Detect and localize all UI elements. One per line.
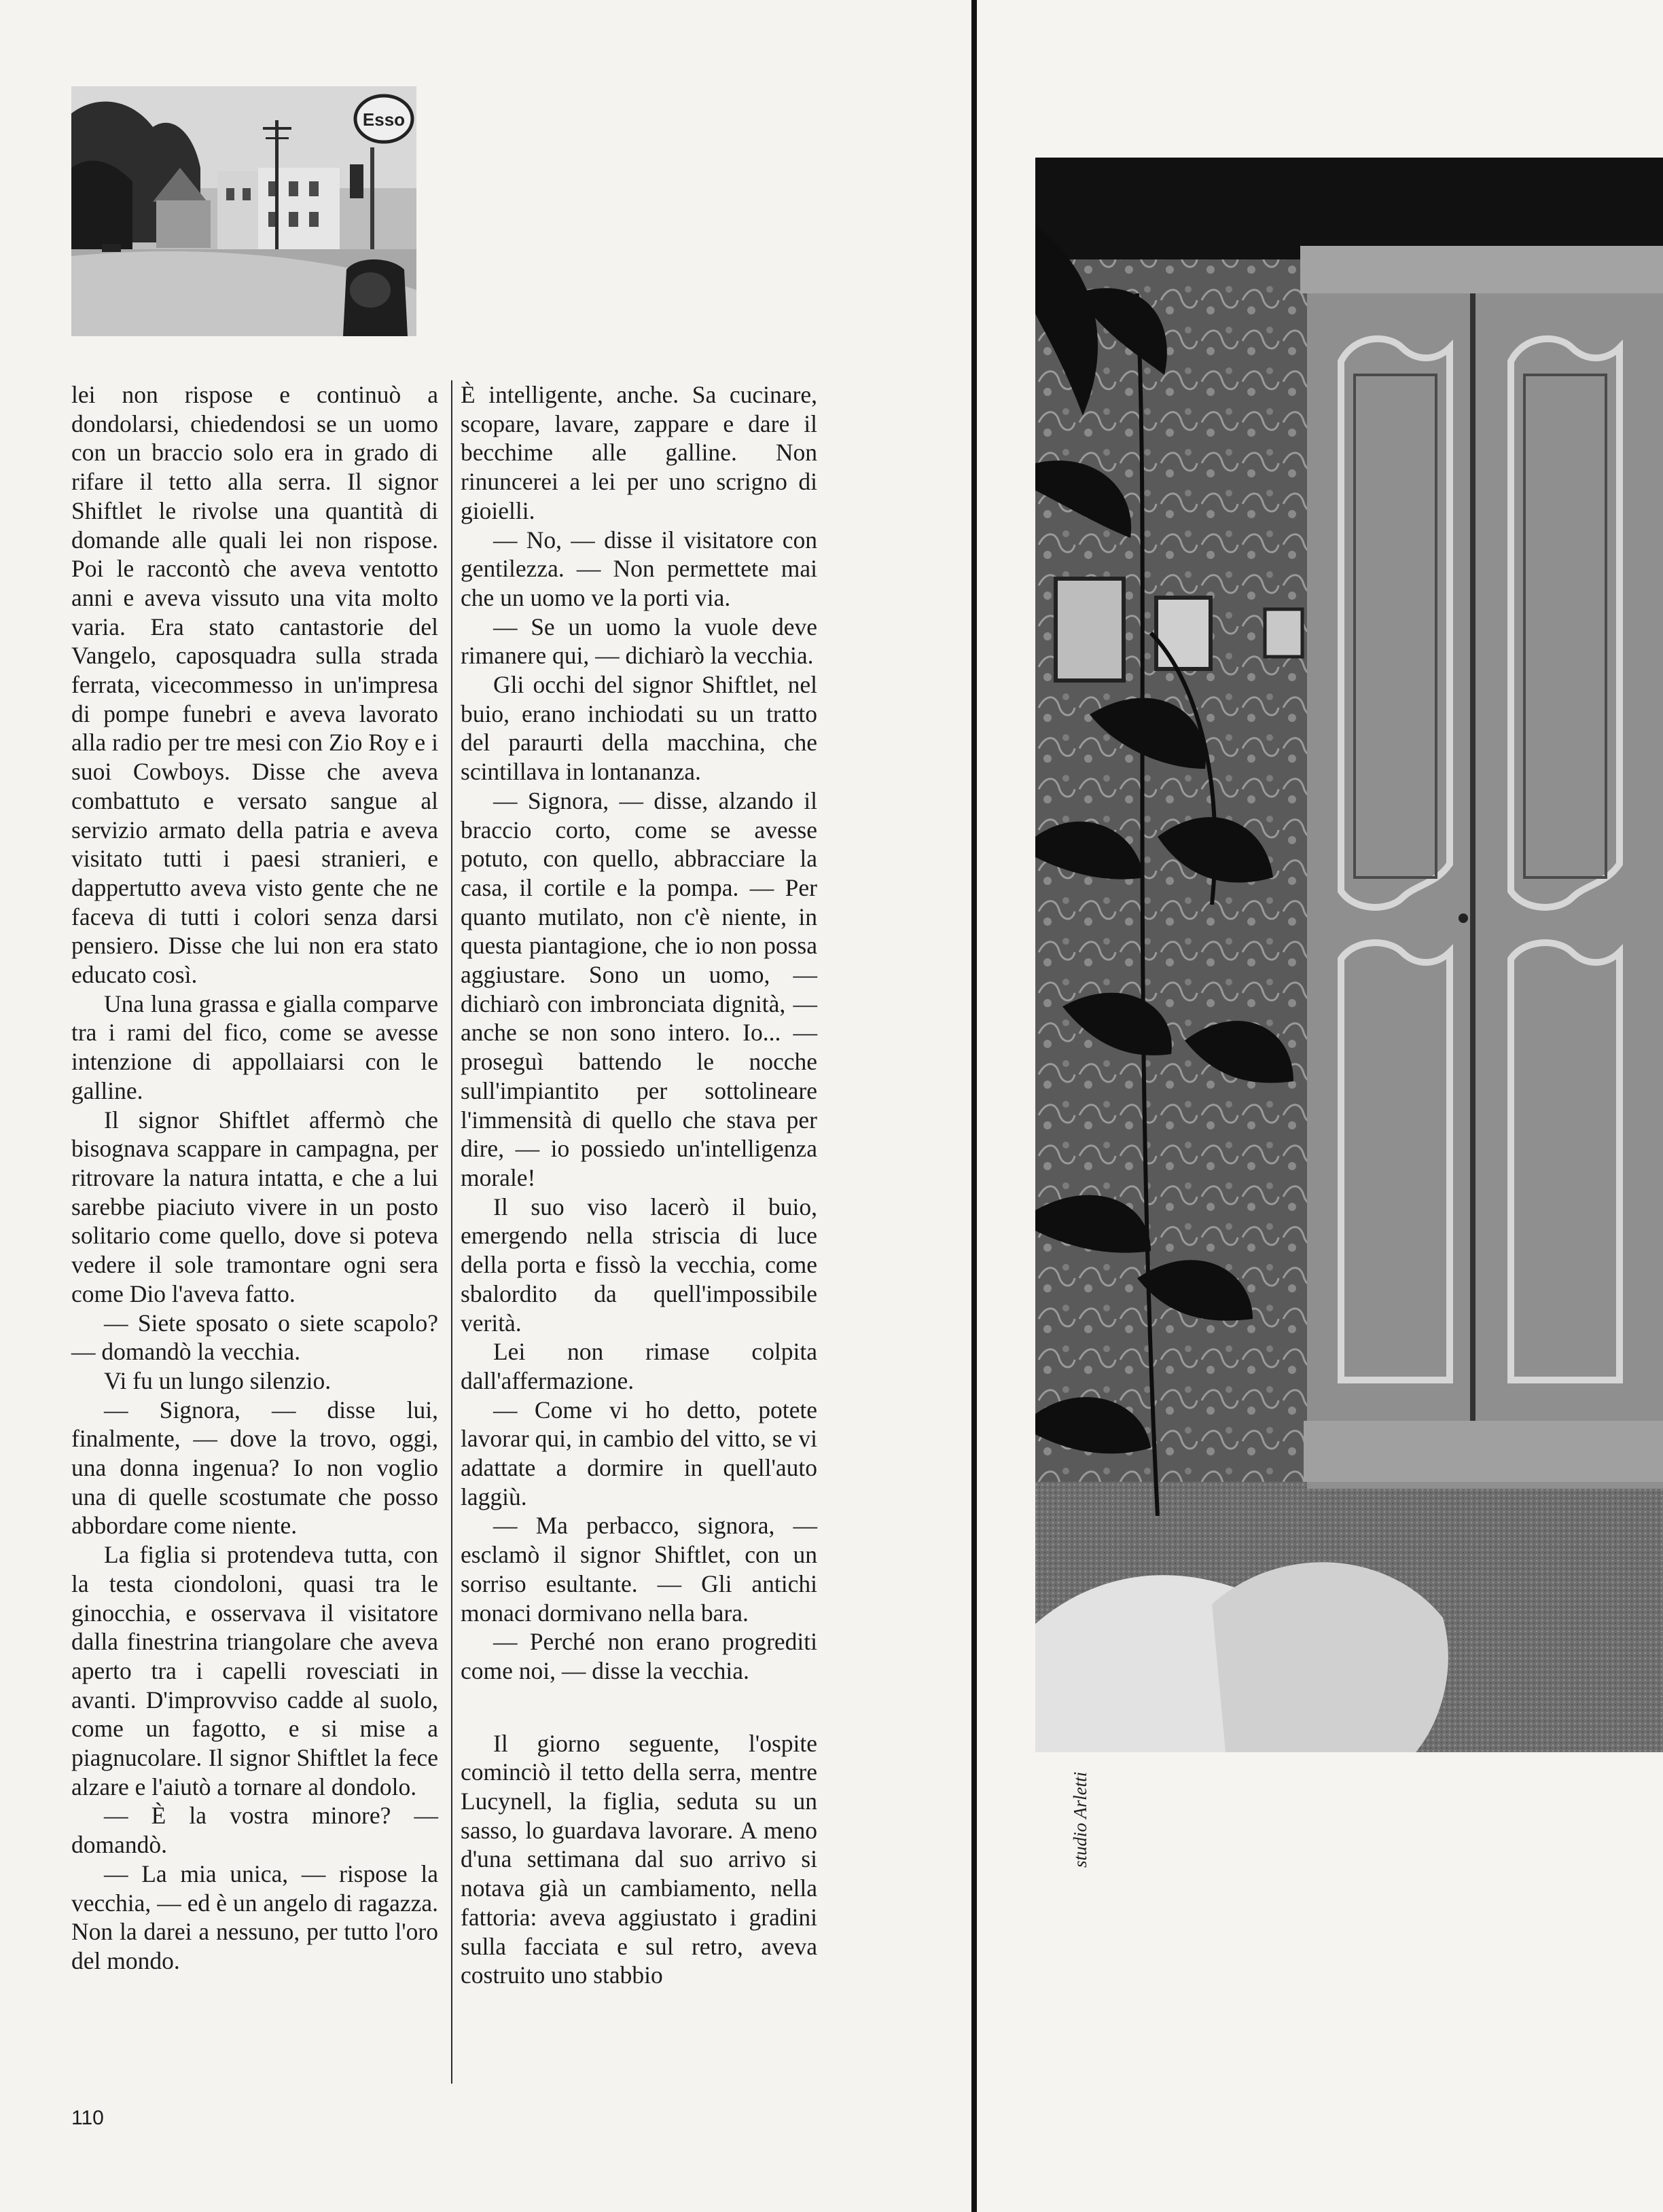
page-number: 110 [71, 2107, 104, 2129]
paragraph: — Perché non erano progrediti come noi, — disse la vecchia. [461, 1628, 817, 1684]
paragraph: — Signora, — disse lui, finalmente, — dove la trovo, oggi, una donna ingenua? Io non voglio una di quelle scostumate che posso abbordare come niente. [71, 1396, 438, 1540]
paragraph: — È la vostra minore? — domandò. [71, 1802, 438, 1859]
paragraph: lei non rispose e continuò a dondolarsi, chiedendosi se un uomo con un braccio solo era in grado di rifare il tetto alla serra. Il signor Shiftlet le rivolse una quantità di domande alle quali lei non rispose. Poi le raccontò che aveva ventotto anni e aveva vissuto una vita molto varia. Era stato cantastorie del Vangelo, caposquadra sulla strada ferrata, vicecommesso in un'impresa di pompe funebri e aveva lavorato alla radio per tre mesi con Zio Roy e i suoi Cowboys. Disse che aveva combattuto e versato sangue al servizio armato della patria e aveva visitato tutti i paesi stranieri, e dappertutto aveva visto gente che ne faceva di tutti i colori senza darsi pensiero. Disse che lui non era stato educato così. [71, 381, 438, 989]
column-divider [451, 380, 452, 2084]
paragraph: La figlia si protendeva tutta, con la testa ciondoloni, quasi tra le ginocchia, e osservava il visitatore dalla finestrina triangolare che aveva aperto tra i capelli rovesciati in avanti. D'improvviso cadde al suolo, come un fagotto, e si mise a piagnucolare. Il signor Shiftlet la fece alzare e l'aiutò a tornare al dondolo. [71, 1541, 438, 1800]
paragraph: Il signor Shiftlet affermò che bisognava scappare in campagna, per ritrovare la natura intatta, e che a lui sarebbe piaciuto vivere in un posto solitario come quello, dove si poteva vedere il sole tramontare ogni sera come Dio l'aveva fatto. [71, 1106, 438, 1307]
street-scene-thumbnail [71, 86, 416, 336]
page-gutter [971, 0, 977, 2212]
esso-sign-text: Esso [362, 109, 406, 130]
text-column-2 [461, 380, 817, 1990]
paragraph: — Se un uomo la vuole deve rimanere qui, — dichiarò la vecchia. [461, 613, 817, 670]
paragraph: Vi fu un lungo silenzio. [104, 1366, 332, 1394]
wardrobe-illustration [1035, 158, 1663, 1752]
section-break [461, 1686, 817, 1729]
paragraph: — Come vi ho detto, potete lavorar qui, in cambio del vitto, se vi adattate a dormire in quell'auto laggiù. [461, 1396, 817, 1510]
text-column-1 [71, 380, 438, 1976]
paragraph: — Siete sposato o siete scapolo? — domandò la vecchia. [71, 1309, 438, 1366]
paragraph: Il suo viso lacerò il buio, emergendo nella striscia di luce della porta e fissò la vecchia, come sbalordito da quell'impossibile verità. [461, 1193, 817, 1337]
wardrobe-photo [1035, 158, 1663, 1752]
paragraph: Gli occhi del signor Shiftlet, nel buio, erano inchiodati su un tratto del paraurti della macchina, che scintillava in lontananza. [461, 671, 817, 786]
paragraph: — Signora, — disse, alzando il braccio corto, come se avesse potuto, con quello, abbracciare la casa, il cortile e la pompa. — Per quanto mutilato, non c'è niente, in questa piantagione, che io non possa aggiustare. Sono un uomo, — dichiarò con imbronciata dignità, — anche se non sono intero. Io... — proseguì battendo le nocche sull'impiantito per sottolineare l'immensità di quello che stava per dire, — io possiedo un'intelligenza morale! [461, 786, 817, 1191]
paragraph: Il giorno seguente, l'ospite cominciò il tetto della serra, mentre Lucynell, la figlia, seduta su un sasso, lo guardava lavorare. A meno d'una settimana dal suo arrivo si notava già un cambiamento, nella fattoria: aveva aggiustato i gradini sulla facciata e sul retro, aveva costruito uno stabbio [461, 1729, 817, 1989]
paragraph: — Ma perbacco, signora, — esclamò il signor Shiftlet, con un sorriso esultante. — Gli antichi monaci dormivano nella bara. [461, 1512, 817, 1627]
paragraph: — No, — disse il visitatore con gentilezza. — Non permettete mai che un uomo ve la porti via. [461, 526, 817, 611]
paragraph: — La mia unica, — rispose la vecchia, — ed è un angelo di ragazza. Non la darei a nessuno, per tutto l'oro del mondo. [71, 1860, 438, 1974]
paragraph: Lei non rimase colpita dall'affermazione. [461, 1338, 817, 1394]
street-scene-illustration [71, 86, 416, 336]
paragraph: È intelligente, anche. Sa cucinare, scopare, lavare, zappare e dare il becchime alle galline. Non rinuncerei a lei per uno scrigno di gioielli. [461, 381, 817, 524]
paragraph: Una luna grassa e gialla comparve tra i rami del fico, come se avesse intenzione di appollaiarsi con le galline. [71, 990, 438, 1104]
photo-credit: studio Arletti [1070, 1771, 1090, 1868]
